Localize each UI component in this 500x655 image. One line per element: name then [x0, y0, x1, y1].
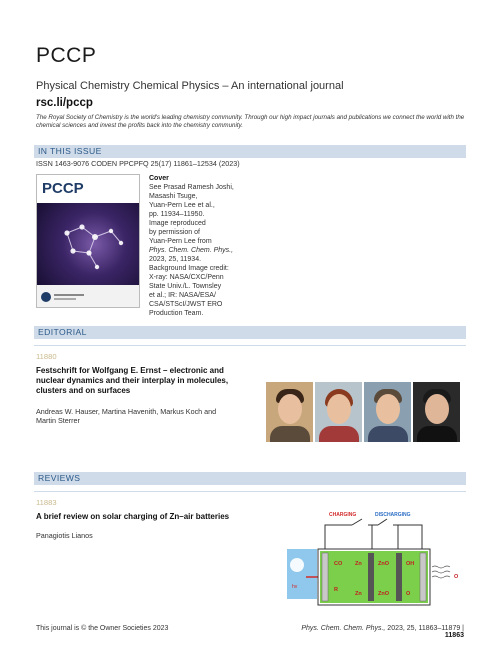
cover-line: X-ray: NASA/CXC/Penn	[149, 274, 224, 281]
reviews-page-number: 11883	[36, 498, 57, 507]
journal-name: PCCP	[36, 44, 97, 67]
rsc-logo-icon	[37, 285, 140, 308]
footer-page-number: 11863	[444, 632, 464, 639]
cover-line: Production Team.	[149, 310, 204, 317]
cover-line: by permission of	[149, 229, 200, 236]
footer-copyright: This journal is © the Owner Societies 2023	[36, 625, 169, 632]
editorial-title-line: nuclear dynamics and their interplay in molecules,	[36, 376, 229, 386]
cover-description	[149, 174, 279, 318]
editorial-title-line: Festschrift for Wolfgang E. Ernst – electronic and	[36, 366, 224, 375]
footer-citation	[300, 625, 464, 639]
footer-citation-text: 2023, 25, 11863–11879 |	[385, 625, 464, 632]
in-this-issue-heading: IN THIS ISSUE	[38, 146, 102, 156]
cover-line: State Univ./L. Townsley	[149, 283, 222, 290]
discharging-label: DISCHARGING	[375, 512, 411, 518]
cover-line: Yuan-Pern Lee from	[149, 238, 212, 245]
cover-line: Yuan-Pern Lee et al.,	[149, 202, 215, 209]
cover-line: See Prasad Ramesh Joshi,	[149, 184, 234, 191]
cover-thumbnail-title: PCCP	[42, 180, 84, 197]
zn-top-label: Zn	[355, 561, 362, 567]
cover-line: pp. 11934–11950.	[149, 211, 205, 218]
editorial-title-line: clusters and on surfaces	[36, 386, 131, 396]
cover-line: Image reproduced	[149, 220, 206, 227]
editorial-divider	[34, 345, 466, 346]
r-label: R	[334, 587, 338, 593]
issn-line: ISSN 1463-9076 CODEN PPCPFQ 25(17) 11861–12534 (2023)	[36, 159, 240, 168]
cover-footer-strip	[37, 285, 140, 308]
reviews-title[interactable]: A brief review on solar charging of Zn–air batteries	[36, 512, 230, 521]
editorial-bar	[34, 326, 466, 339]
author-photo	[364, 382, 411, 442]
cover-line: Phys. Chem. Chem. Phys.,	[149, 247, 234, 254]
editorial-page-number: 11880	[36, 352, 57, 361]
editorial-heading: EDITORIAL	[38, 327, 87, 337]
charging-label: CHARGING	[329, 512, 357, 518]
reviews-bar	[34, 472, 466, 485]
reviews-heading: REVIEWS	[38, 473, 81, 483]
reviews-author: Panagiotis Lianos	[36, 531, 93, 540]
cover-line: 2023, 25, 11934.	[149, 256, 202, 263]
cover-line: Masashi Tsuge,	[149, 193, 198, 200]
journal-url[interactable]: rsc.li/pccp	[36, 97, 93, 109]
molecule-graphic	[37, 203, 140, 285]
zno-label: ZnO	[378, 561, 389, 567]
editorial-title[interactable]	[36, 366, 276, 397]
battery-diagram	[282, 505, 468, 611]
author-photo	[315, 382, 362, 442]
cover-thumbnail[interactable]	[36, 174, 140, 308]
editorial-authors	[36, 407, 266, 426]
cover-label: Cover	[149, 175, 169, 182]
in-this-issue-bar	[34, 145, 466, 158]
cover-line: CSA/STScI/JWST ERO	[149, 301, 223, 308]
zno-bottom-label: ZnO	[378, 591, 389, 597]
rsc-statement: The Royal Society of Chemistry is the world's leading chemistry community. Through our high impact journals and publications we connect the world with the chemical sciences and invest the profits back into the chemistry community.	[36, 114, 465, 129]
editorial-author-line: Martin Sterrer	[36, 416, 80, 426]
co-label: CO	[334, 561, 343, 567]
reviews-divider	[34, 491, 466, 492]
editorial-author-line: Andreas W. Hauser, Martina Havenith, Markus Koch and	[36, 407, 217, 416]
author-photo	[413, 382, 460, 442]
author-photo	[266, 382, 313, 442]
o2-out-label: O	[454, 574, 459, 580]
cover-line: Background Image credit:	[149, 265, 229, 272]
zn-mid-label: Zn	[355, 591, 362, 597]
air-flow-icon	[432, 566, 450, 578]
o2-inner-label: O	[406, 591, 411, 597]
journal-subtitle: Physical Chemistry Chemical Physics – An international journal	[36, 80, 344, 92]
footer-journal: Phys. Chem. Chem. Phys.,	[301, 625, 386, 632]
cover-line: et al.; IR: NASA/ESA/	[149, 292, 216, 299]
cover-artwork	[37, 203, 140, 285]
photon-label: hv	[292, 584, 298, 590]
oh-label: OH	[406, 561, 415, 567]
